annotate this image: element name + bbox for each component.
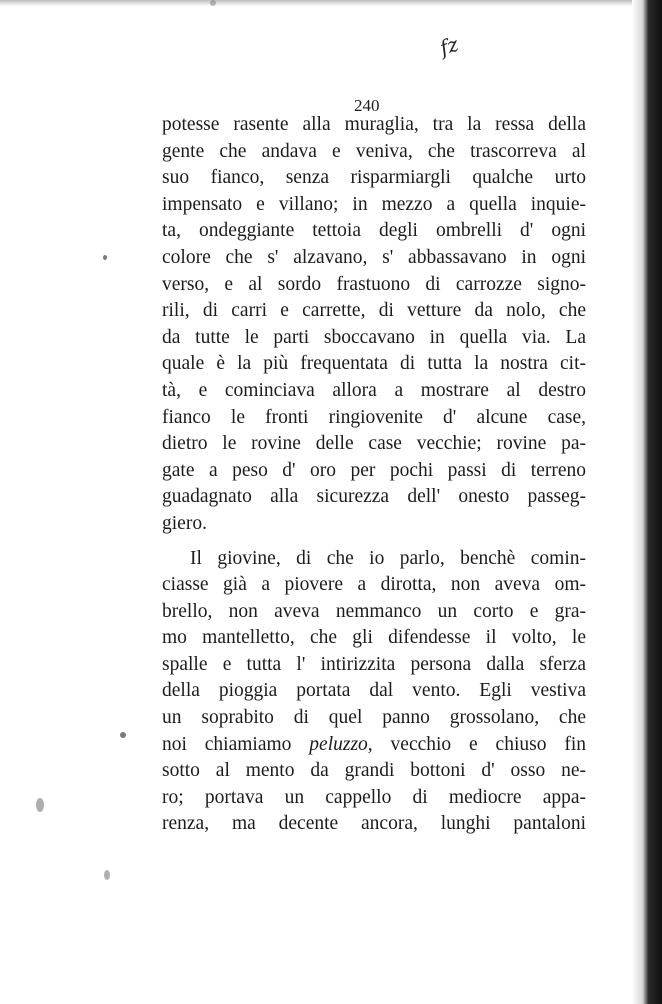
text-line: da tutte le parti sboccavano in quella via. La bbox=[162, 326, 586, 348]
text-line-with-italic bbox=[162, 732, 586, 759]
text-line: potesse rasente alla muraglia, tra la ressa della bbox=[162, 114, 586, 135]
italic-term: peluzzo, bbox=[309, 733, 373, 755]
text-line: giero. bbox=[162, 512, 207, 534]
text-line: della pioggia portata dal vento. Egli vestiva bbox=[162, 680, 586, 702]
page-binding-edge bbox=[632, 0, 662, 1004]
text-line: brello, non aveva nemmanco un corto e gra- bbox=[162, 600, 586, 622]
text-line: spalle e tutta l' intirizzita persona dalla sferza bbox=[162, 653, 586, 675]
text-run: vecchio e chiuso fin bbox=[372, 733, 586, 755]
text-line: un soprabito di quel panno grossolano, che bbox=[162, 707, 586, 729]
text-line: suo fianco, senza risparmiargli qualche urto bbox=[162, 167, 586, 189]
paper-speck bbox=[36, 798, 44, 812]
text-line: dietro le rovine delle case vecchie; rovine pa- bbox=[162, 433, 586, 455]
text-line: renza, ma decente ancora, lunghi pantaloni bbox=[162, 813, 586, 835]
text-line: gente che andava e veniva, che trascorreva al bbox=[162, 140, 586, 162]
body-text bbox=[162, 112, 586, 838]
paragraph-1 bbox=[162, 112, 586, 538]
paper-speck bbox=[104, 870, 110, 880]
page-top-shadow bbox=[0, 0, 662, 6]
handwritten-mark: fz bbox=[436, 31, 462, 61]
text-line: sotto al mento da grandi bottoni d' osso ne- bbox=[162, 760, 586, 782]
paper-speck bbox=[120, 732, 126, 738]
text-line: verso, e al sordo frastuono di carrozze signo- bbox=[162, 273, 586, 295]
text-line: colore che s' alzavano, s' abbassavano in ogni bbox=[162, 246, 586, 268]
text-line: impensato e villano; in mezzo a quella inquie- bbox=[162, 193, 586, 215]
text-line: mo mantelletto, che gli difendesse il volto, le bbox=[162, 627, 586, 649]
text-line: quale è la più frequentata di tutta la nostra cit- bbox=[162, 353, 586, 375]
page-number: 240 bbox=[354, 96, 380, 115]
text-line: rili, di carri e carrette, di vetture da nolo, che bbox=[162, 300, 586, 322]
text-line: ta, ondeggiante tettoia degli ombrelli d' ogni bbox=[162, 220, 586, 242]
paper-speck bbox=[210, 0, 216, 6]
text-line: fianco le fronti ringiovenite d' alcune case, bbox=[162, 406, 586, 428]
text-line: Il giovine, di che io parlo, benchè comin- bbox=[190, 547, 586, 569]
text-line: ciasse già a piovere a dirotta, non aveva om- bbox=[162, 574, 586, 596]
text-line: gate a peso d' oro per pochi passi di terreno bbox=[162, 459, 586, 481]
paragraph-gap bbox=[162, 538, 586, 546]
text-line: tà, e cominciava allora a mostrare al destro bbox=[162, 379, 586, 401]
text-line: guadagnato alla sicurezza dell' onesto passeg- bbox=[162, 486, 586, 508]
text-line: ro; portava un cappello di mediocre appa- bbox=[162, 786, 586, 808]
paragraph-2 bbox=[162, 546, 586, 839]
paper-speck bbox=[103, 255, 107, 260]
text-run: noi chiamiamo bbox=[162, 733, 310, 755]
